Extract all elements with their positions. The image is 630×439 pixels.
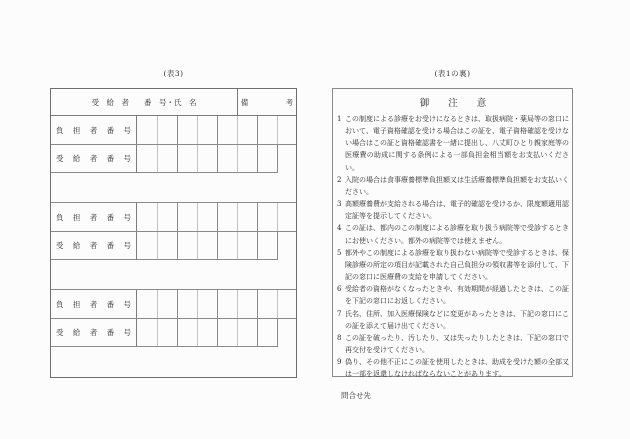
digit-cell (217, 203, 237, 231)
right-page-title: (表1の裏) (434, 69, 471, 78)
notice-item-text: 都外やこの制度による診療を取り扱わない病院等で受診するときは、保険診療の所定の項目が記載された自己負担分の領収書等を添付して、下記の窓口に医療費の支給を申請してください。 (345, 248, 569, 282)
digit-cell (237, 290, 257, 318)
digit-cell (137, 116, 157, 144)
notice-item (337, 222, 569, 246)
digit-cell (157, 203, 177, 231)
name-row (51, 347, 296, 377)
digit-cell (257, 145, 277, 173)
digit-cell (217, 319, 237, 347)
notice-item-number: 1 (337, 115, 342, 123)
notice-item-number: 3 (337, 200, 342, 209)
notice-item-text: 入院の場合は食事療養標準負担額又は生活療養標準負担額をお支払いください。 (345, 175, 569, 196)
digit-cell (177, 145, 197, 173)
recipient-number-row (51, 318, 296, 347)
notice-item (337, 356, 569, 380)
notice-item-text: 氏名、住所、加入医療保険などに変更があったときは、下記の窓口にこの証を添えて届け出てください。 (345, 309, 569, 330)
digit-cell (237, 145, 257, 173)
notice-item-number: 7 (337, 309, 342, 318)
digit-cell (137, 232, 157, 260)
digit-cell (277, 203, 297, 231)
merged-open-cell (277, 145, 297, 173)
digit-cell (157, 116, 177, 144)
digit-cell (157, 290, 177, 318)
payer-number-row-label: 負 担 者 番 号 (51, 116, 137, 144)
digit-cell (277, 290, 297, 318)
digit-cell (217, 290, 237, 318)
digit-cell (177, 290, 197, 318)
notice-heading: 御 注 意 (419, 98, 487, 109)
digit-cell (157, 145, 177, 173)
payer-number-row (51, 203, 296, 231)
digit-cell (137, 145, 157, 173)
digit-cell (237, 116, 257, 144)
header-recipient-number-name: 受 給 者 番 号・氏 名 (51, 89, 238, 115)
digit-cell (137, 290, 157, 318)
recipient-number-row-label: 受 給 者 番 号 (51, 145, 137, 173)
notice-item-number: 5 (337, 248, 342, 257)
digit-cell (197, 319, 217, 347)
notice-item (337, 283, 569, 307)
recipient-number-row-label: 受 給 者 番 号 (51, 319, 137, 347)
table-block (51, 290, 296, 377)
notice-item-text: この証は、都内のこの制度による診療を取り扱う病院等で受診するときにお使いください。都外の病院等では使えません。 (345, 224, 569, 245)
merged-open-cell (277, 319, 297, 347)
recipient-number-row (51, 231, 296, 260)
notice-item-number: 9 (337, 358, 342, 367)
notice-item-number: 2 (337, 175, 342, 184)
table-block (51, 116, 296, 203)
payer-number-row (51, 116, 296, 144)
digit-cell (137, 203, 157, 231)
digit-cell (257, 232, 277, 260)
payer-number-row (51, 290, 296, 318)
notice-item (337, 247, 569, 283)
digit-cell (217, 116, 237, 144)
digit-cell (237, 319, 257, 347)
notice-item-text: 受給者の資格がなくなったときや、有効期間が経過したときは、この証を下記の窓口にお返しください。 (345, 285, 569, 306)
digit-cell (197, 145, 217, 173)
digit-cell (157, 232, 177, 260)
payer-number-row-label: 負 担 者 番 号 (51, 290, 137, 318)
name-row (51, 173, 296, 203)
table-header-row (51, 89, 296, 116)
digit-cell (237, 232, 257, 260)
recipient-number-table (50, 88, 297, 378)
notice-item (337, 198, 569, 222)
header-remarks: 備 考 (240, 97, 294, 107)
name-row (51, 260, 296, 290)
table-block (51, 203, 296, 290)
notice-item (337, 308, 569, 332)
digit-cell (217, 145, 237, 173)
recipient-number-row-label: 受 給 者 番 号 (51, 232, 137, 260)
notice-item (337, 174, 569, 198)
contact-label: 問合せ先 (341, 391, 371, 401)
notice-item-number: 8 (337, 333, 342, 342)
digit-cell (257, 116, 277, 144)
table-blocks (51, 116, 296, 377)
left-page-title: (表3) (163, 69, 184, 78)
digit-cell (257, 290, 277, 318)
digit-cell (137, 319, 157, 347)
notice-box (332, 88, 573, 401)
notice-item-text: この証を破ったり、汚したり、又は失ったりしたときは、下記の窓口で再交付を受けてください。 (345, 333, 569, 354)
digit-cell (177, 232, 197, 260)
digit-cell (197, 290, 217, 318)
notice-item-text: この制度による診療をお受けになるときは、取扱病院・薬局等の窓口において、電子資格確認を受ける場合はこの証を、電子資格確認を受けない場合はこの証と資格確認書を一緒に提出し、八丈町ひとり親家庭等の医療費の助成に関する条例による一部負担金相当額をお支払いください。 (345, 115, 569, 172)
merged-open-cell (277, 232, 297, 260)
notice-list (337, 113, 569, 380)
digit-cell (257, 319, 277, 347)
digit-cell (197, 232, 217, 260)
digit-cell (177, 203, 197, 231)
digit-cell (157, 319, 177, 347)
digit-cell (177, 116, 197, 144)
notice-item (337, 113, 569, 174)
digit-cell (197, 116, 217, 144)
notice-item-text: 偽り、その他不正にこの証を使用したときは、助成を受けた額の全部又は一部を返還しなければならないことがあります。 (345, 358, 569, 379)
recipient-number-row (51, 144, 296, 173)
payer-number-row-label: 負 担 者 番 号 (51, 203, 137, 231)
notice-item-text: 高額療養費が支給される場合は、電子的確認を受けるか、限度額適用認定証等を提示してください。 (345, 200, 569, 221)
notice-item-number: 6 (337, 285, 342, 294)
digit-cell (237, 203, 257, 231)
digit-cell (197, 203, 217, 231)
notice-item-number: 4 (337, 224, 342, 233)
notice-item (337, 332, 569, 356)
digit-cell (257, 203, 277, 231)
digit-cell (277, 116, 297, 144)
digit-cell (177, 319, 197, 347)
digit-cell (217, 232, 237, 260)
